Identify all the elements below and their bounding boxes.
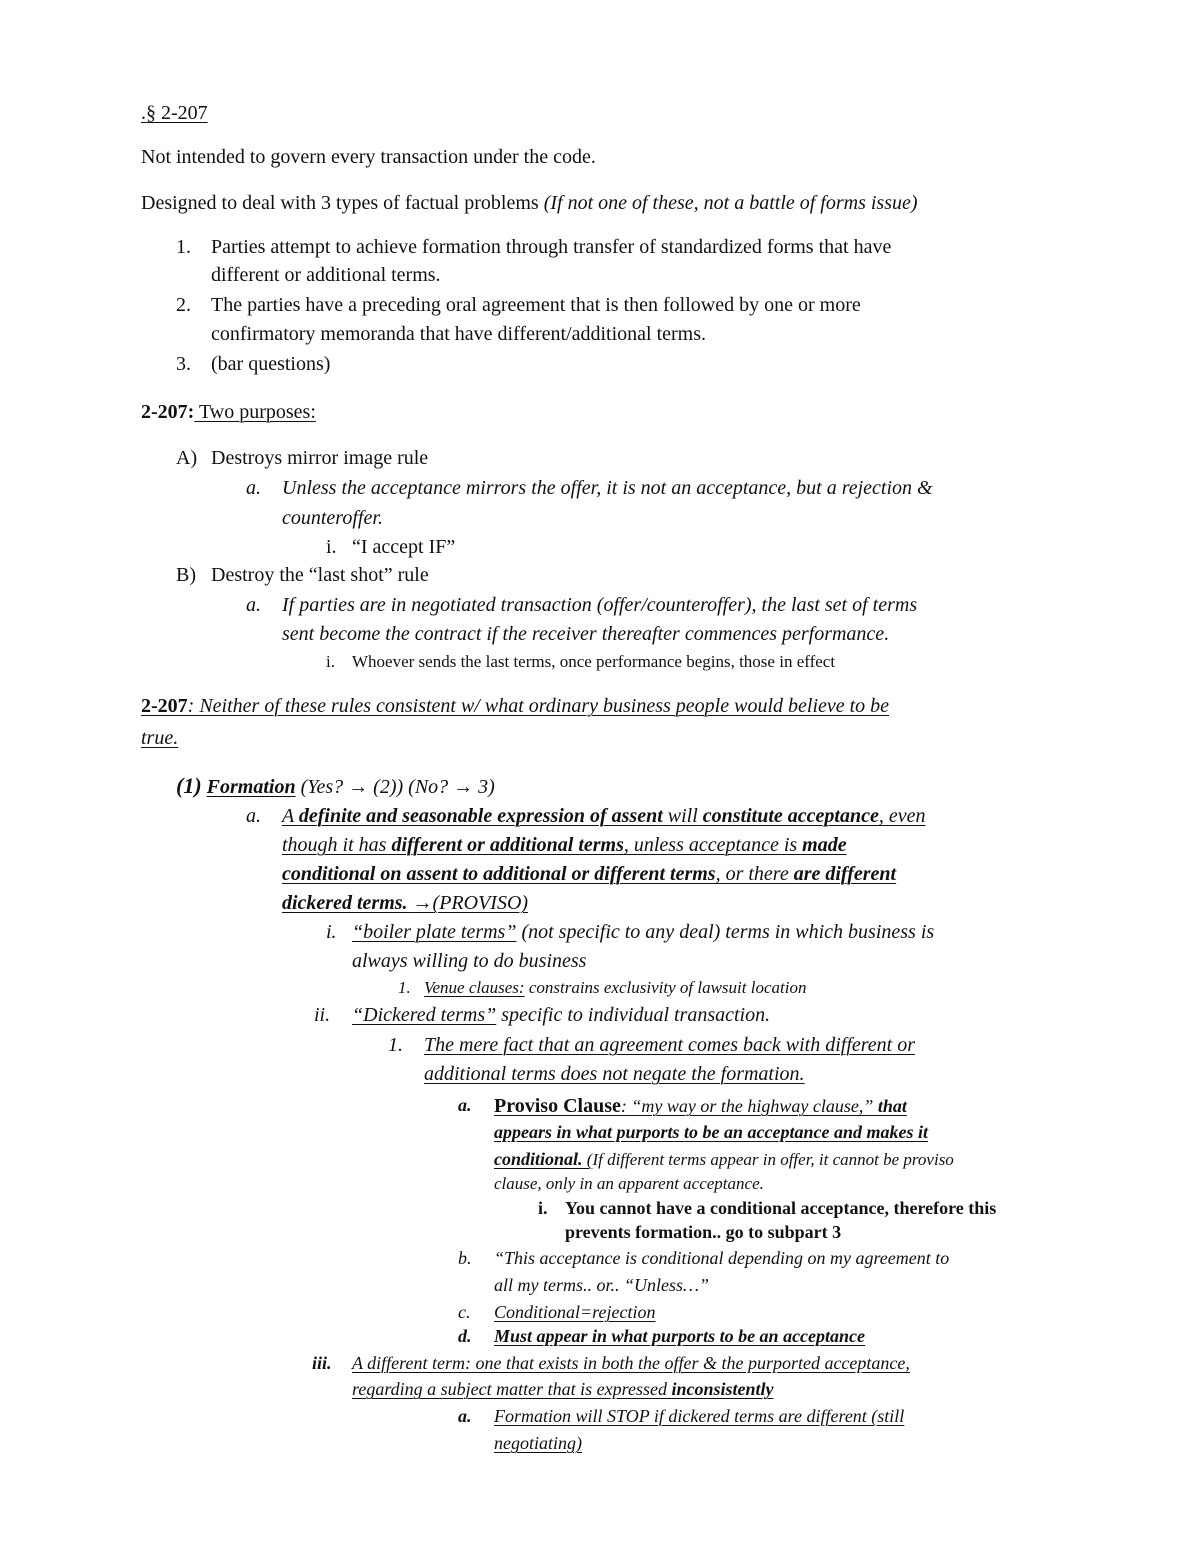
problem-1-line-2: different or additional terms.	[211, 264, 441, 286]
different-term-marker: iii.	[312, 1353, 332, 1373]
mere-fact-line-2: additional terms does not negate the formation.	[424, 1063, 805, 1085]
fa3-p1: , or there	[715, 863, 794, 885]
purpose-a-sub-marker: a.	[246, 477, 261, 499]
boiler-desc: (not specific to any deal) terms in which business is	[516, 921, 935, 943]
problem-2-marker: 2.	[176, 294, 191, 316]
fa1-p3: , even	[878, 805, 926, 827]
purpose-a-sub-i-text: “I accept IF”	[352, 536, 456, 558]
formation-a-line-1	[282, 806, 926, 826]
proviso-c-text: Conditional=rejection	[494, 1302, 656, 1322]
fa3-b2: are different	[793, 863, 897, 885]
problem-3-marker: 3.	[176, 353, 191, 375]
fa4-p1: →(PROVISO)	[412, 892, 529, 914]
fa2-b1: different or additional terms	[391, 834, 624, 856]
dickered-term: “Dickered terms”	[352, 1004, 497, 1026]
purpose-a-sub-line-1: Unless the acceptance mirrors the offer, it is not an acceptance, but a rejection &	[282, 477, 933, 499]
venue-line	[424, 979, 806, 996]
fa1-p1: A	[282, 805, 299, 827]
intro-line-1: Not intended to govern every transaction under the code.	[141, 146, 596, 168]
fa1-p2: will	[662, 805, 703, 827]
neither-text: : Neither of these rules consistent w/ what ordinary business people would believe to be	[187, 695, 890, 717]
problem-2-line-2: confirmatory memoranda that have different/additional terms.	[211, 323, 707, 345]
proviso-paren: (	[582, 1150, 593, 1169]
proviso-line-4: clause, only in an apparent acceptance.	[494, 1174, 764, 1193]
neither-line-1	[141, 696, 889, 716]
mere-fact-line-1: The mere fact that an agreement comes back with different or	[424, 1034, 916, 1056]
boiler-marker: i.	[326, 921, 337, 943]
problem-1-line-1: Parties attempt to achieve formation through transfer of standardized forms that have	[211, 236, 892, 258]
proviso-label: Proviso	[494, 1095, 559, 1117]
venue-desc: constrains exclusivity of lawsuit location	[524, 978, 807, 997]
purpose-b-sub-marker: a.	[246, 594, 261, 616]
purpose-b-sub-i-text: Whoever sends the last terms, once performance begins, those in effect	[352, 652, 836, 671]
dickered-desc: specific to individual transaction.	[496, 1004, 771, 1026]
formation-marker: (1)	[176, 773, 202, 798]
proviso-b-line-1: “This acceptance is conditional depending on my agreement to	[494, 1248, 950, 1268]
proviso-b-marker: b.	[458, 1248, 472, 1268]
purposes-heading	[141, 402, 316, 422]
formation-flow: (Yes? → (2)) (No? → 3)	[295, 776, 495, 798]
proviso-c-marker: c.	[458, 1302, 471, 1322]
formation-a-line-3	[282, 864, 896, 884]
purpose-b-text: Destroy the “last shot” rule	[211, 564, 429, 586]
purpose-a-marker: A)	[176, 447, 198, 469]
formation-title: Formation	[206, 776, 296, 798]
proviso-b-line-2: all my terms.. or.. “Unless…”	[494, 1275, 710, 1295]
purpose-a-text: Destroys mirror image rule	[211, 447, 429, 469]
purpose-a-sub-i-marker: i.	[326, 536, 337, 558]
proviso-d-text: Must appear in what purports to be an acceptance	[494, 1326, 866, 1346]
neither-line-2: true.	[141, 727, 179, 749]
purpose-b-sub-line-1: If parties are in negotiated transaction (offer/counteroffer), the last set of terms	[282, 594, 918, 616]
different-term-line-1: A different term: one that exists in both the offer & the purported acceptance,	[352, 1353, 910, 1373]
boiler-term: “boiler plate terms”	[352, 921, 517, 943]
formation-a-line-4	[282, 893, 528, 913]
problem-2-line-1: The parties have a preceding oral agreement that is then followed by one or more	[211, 294, 861, 316]
boiler-line-1	[352, 922, 934, 942]
fa4-b1: dickered terms.	[282, 892, 413, 914]
stop-marker: a.	[458, 1406, 472, 1426]
proviso-d-marker: d.	[458, 1326, 472, 1346]
venue-marker: 1.	[398, 978, 411, 997]
different-term-text: regarding a subject matter that is expressed	[352, 1379, 672, 1399]
intro-line-2-text: Designed to deal with 3 types of factual problems	[141, 192, 544, 214]
fa1-b2: constitute acceptance	[702, 805, 879, 827]
purpose-b-sub-line-2: sent become the contract if the receiver thereafter commences performance.	[282, 623, 890, 645]
problem-3-line-1: (bar questions)	[211, 353, 331, 375]
proviso-line-2: appears in what purports to be an acceptance and makes it	[494, 1122, 929, 1142]
problem-1-marker: 1.	[176, 236, 191, 258]
fa1-b1: definite and seasonable expression of assent	[298, 805, 663, 827]
fa2-p2: , unless acceptance is	[623, 834, 803, 856]
proviso-note: If different terms appear in offer, it cannot be proviso	[592, 1150, 954, 1169]
boiler-line-2: always willing to do business	[352, 950, 587, 972]
proviso-that: that	[873, 1096, 907, 1116]
proviso-conditional: conditional.	[494, 1149, 583, 1169]
proviso-line-1	[494, 1096, 907, 1116]
neither-label: 2-207	[141, 695, 188, 717]
formation-heading	[176, 775, 495, 797]
purpose-a-sub-line-2: counteroffer.	[282, 507, 383, 529]
fa2-b2: made	[802, 834, 847, 856]
proviso-i-line-1: You cannot have a conditional acceptance, therefore this	[565, 1198, 997, 1218]
dickered-marker: ii.	[314, 1004, 331, 1026]
purpose-b-marker: B)	[176, 564, 196, 586]
fa3-b1: conditional on assent to additional or different terms	[282, 863, 716, 885]
purposes-label: 2-207:	[141, 401, 195, 423]
proviso-quote: : “my way or the highway clause,”	[620, 1096, 874, 1116]
different-term-inconsistently: inconsistently	[671, 1379, 774, 1399]
purpose-b-sub-i-marker: i.	[326, 652, 335, 671]
proviso-i-line-2: prevents formation.. go to subpart 3	[565, 1222, 842, 1242]
fa2-p1: though it has	[282, 834, 392, 856]
intro-line-2	[141, 193, 918, 213]
stop-line-1: Formation will STOP if dickered terms are different (still	[494, 1406, 905, 1426]
proviso-line-3	[494, 1150, 954, 1168]
mere-fact-marker: 1.	[388, 1034, 403, 1056]
proviso-clause: Clause	[558, 1095, 621, 1117]
venue-term: Venue clauses:	[424, 978, 525, 997]
formation-a-line-2	[282, 835, 847, 855]
section-heading: .§ 2-207	[141, 102, 208, 124]
stop-line-2: negotiating)	[494, 1433, 582, 1453]
different-term-line-2	[352, 1380, 773, 1398]
purposes-title: Two purposes:	[194, 401, 316, 423]
proviso-i-marker: i.	[538, 1198, 548, 1218]
proviso-a-marker: a.	[458, 1095, 472, 1115]
intro-line-2-note: (If not one of these, not a battle of forms issue)	[543, 192, 918, 214]
formation-a-marker: a.	[246, 805, 261, 827]
dickered-line	[352, 1005, 770, 1025]
